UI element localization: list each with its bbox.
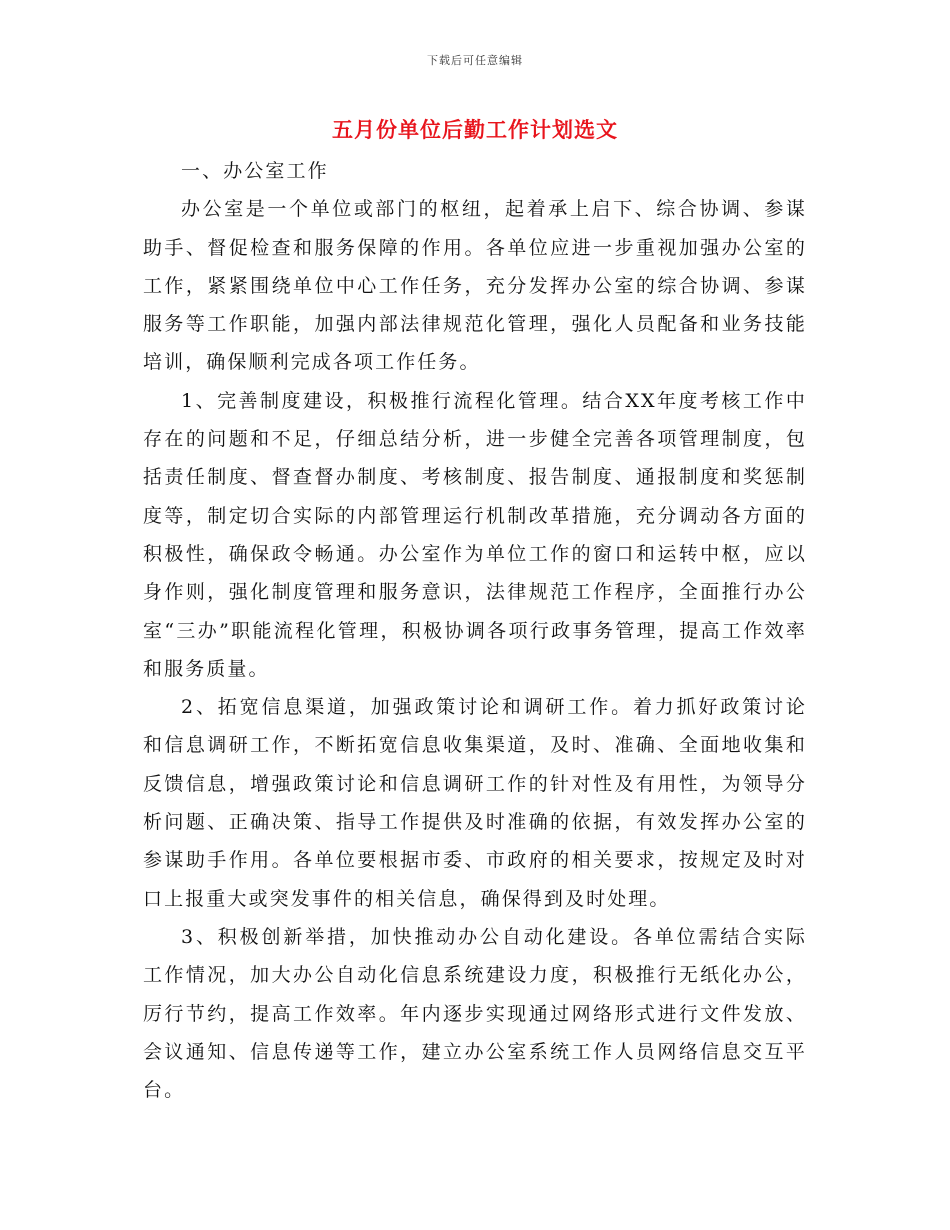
list-item-paragraph: 3、积极创新举措，加快推动办公自动化建设。各单位需结合实际工作情况，加大办公自动化信息系统建设力度，积极推行无纸化办公，厉行节约，提高工作效率。年内逐步实现通过网络形式进行文件发放、会议通知、信息传递等工作，建立办公室系统工作人员网络信息交互平台。 xyxy=(143,925,807,1102)
header-note: 下载后可任意编辑 xyxy=(427,54,523,67)
document-body xyxy=(143,152,807,1109)
document-title: 五月份单位后勤工作计划选文 xyxy=(332,118,618,142)
section-intro-paragraph: 办公室是一个单位或部门的枢纽，起着承上启下、综合协调、参谋助手、督促检查和服务保障的作用。各单位应进一步重视加强办公室的工作，紧紧围绕单位中心工作任务，充分发挥办公室的综合协调、参谋服务等工作职能，加强内部法律规范化管理，强化人员配备和业务技能培训，确保顺利完成各项工作任务。 xyxy=(143,198,807,374)
section-heading: 一、办公室工作 xyxy=(181,160,329,182)
list-item-paragraph: 2、拓宽信息渠道，加强政策讨论和调研工作。着力抓好政策讨论和信息调研工作，不断拓宽信息收集渠道，及时、准确、全面地收集和反馈信息，增强政策讨论和信息调研工作的针对性及有用性，为领导分析问题、正确决策、指导工作提供及时准确的依据，有效发挥办公室的参谋助手作用。各单位要根据市委、市政府的相关要求，按规定及时对口上报重大或突发事件的相关信息，确保得到及时处理。 xyxy=(143,696,807,910)
list-item-paragraph: 1、完善制度建设，积极推行流程化管理。结合XX年度考核工作中存在的问题和不足，仔细总结分析，进一步健全完善各项管理制度，包括责任制度、督查督办制度、考核制度、报告制度、通报制度和奖惩制度等，制定切合实际的内部管理运行机制改革措施，充分调动各方面的积极性，确保政令畅通。办公室作为单位工作的窗口和运转中枢，应以身作则，强化制度管理和服务意识，法律规范工作程序，全面推行办公室“三办”职能流程化管理，积极协调各项行政事务管理，提高工作效率和服务质量。 xyxy=(143,389,807,680)
